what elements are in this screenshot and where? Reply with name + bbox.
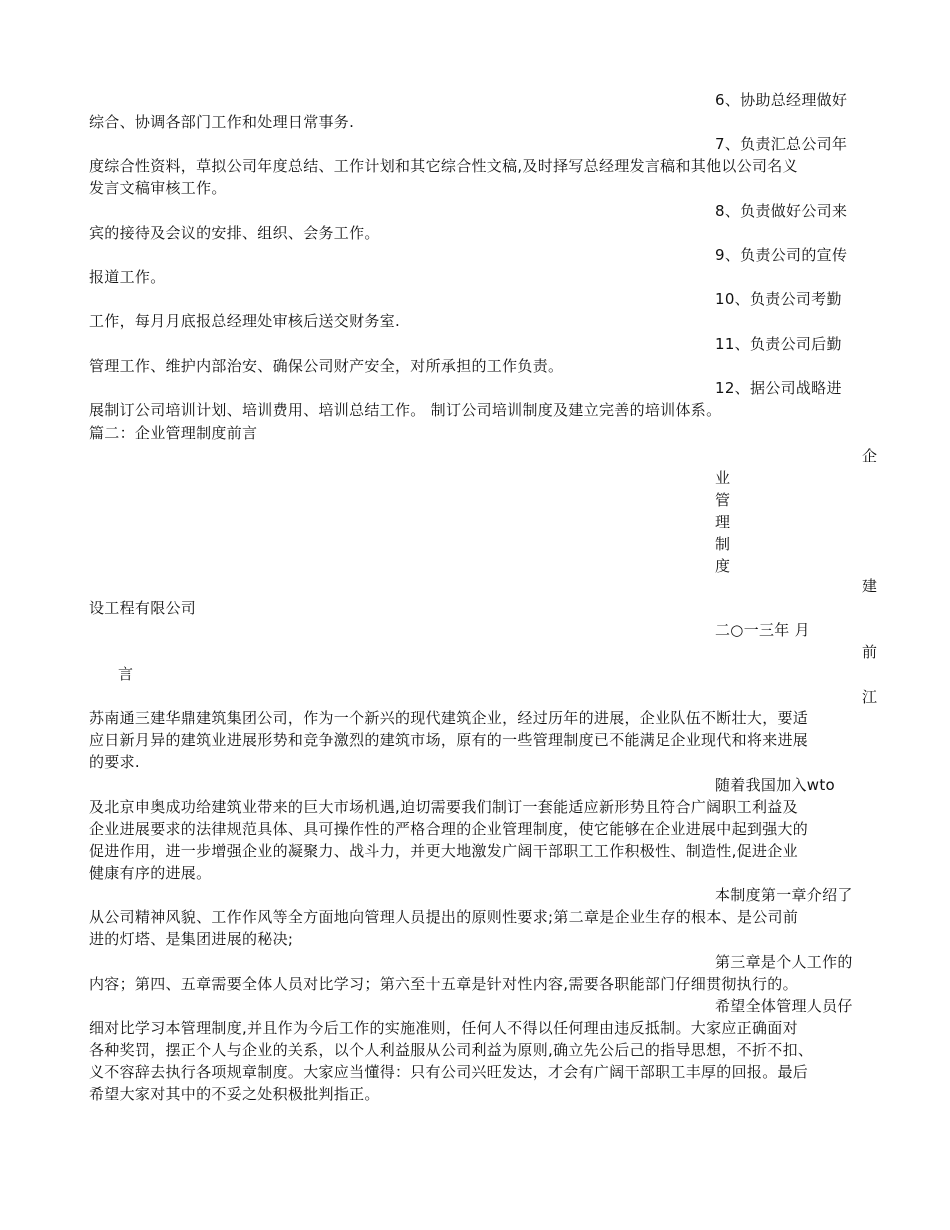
text-line: 11、负责公司后勤 bbox=[715, 335, 842, 353]
text-line: 及北京申奥成功给建筑业带来的巨大市场机遇,迫切需要我们制订一套能适应新形势且符合广阔职工利益及 bbox=[89, 798, 798, 816]
title-char: 企 bbox=[862, 447, 878, 465]
text-line: 发言文稿审核工作。 bbox=[89, 179, 227, 197]
text-line: 健康有序的进展。 bbox=[89, 864, 212, 882]
text-line: 企业进展要求的法律规范具体、具可操作性的严格合理的企业管理制度，使它能够在企业进展中起到强大的 bbox=[89, 820, 809, 838]
text-line: 义不容辞去执行各项规章制度。大家应当懂得：只有公司兴旺发达，才会有广阔干部职工丰厚的回报。最后 bbox=[89, 1063, 809, 1081]
title-char: 管 bbox=[715, 491, 731, 509]
text-line: 工作，每月月底报总经理处审核后送交财务室. bbox=[89, 312, 401, 330]
text-line: 苏南通三建华鼎建筑集团公司，作为一个新兴的现代建筑企业，经过历年的进展，企业队伍不断壮大，要适 bbox=[89, 709, 809, 727]
text-line: 第三章是个人工作的 bbox=[715, 953, 853, 971]
text-line: 的要求. bbox=[89, 753, 140, 771]
title-char: 制 bbox=[715, 535, 731, 553]
text-line: 促进作用，进一步增强企业的凝聚力、战斗力，并更大地激发广阔干部职工工作积极性、制造性,促进企业 bbox=[89, 842, 798, 860]
text-line: 综合、协调各部门工作和处理日常事务. bbox=[89, 113, 355, 131]
text-line: 随着我国加入wto bbox=[715, 776, 836, 794]
section-heading: 篇二：企业管理制度前言 bbox=[89, 424, 258, 442]
text-line: 希望全体管理人员仔 bbox=[715, 997, 853, 1015]
text-line: 应日新月异的建筑业进展形势和竞争激烈的建筑市场，原有的一些管理制度已不能满足企业现代和将来进展 bbox=[89, 731, 809, 749]
text-line: 宾的接待及会议的安排、组织、会务工作。 bbox=[89, 224, 380, 242]
heading-char: 言 bbox=[118, 665, 134, 683]
title-char: 理 bbox=[715, 513, 731, 531]
text-line: 各种奖罚，摆正个人与企业的关系，以个人利益服从公司利益为原则,确立先公后己的指导思想，不折不扣、 bbox=[89, 1041, 814, 1059]
heading-char: 前 bbox=[862, 643, 878, 661]
company-line: 设工程有限公司 bbox=[89, 599, 197, 617]
date-line: 二○一三年 月 bbox=[715, 621, 810, 639]
text-line: 8、负责做好公司来 bbox=[715, 202, 848, 220]
text-line: 12、据公司战略进 bbox=[715, 379, 842, 397]
text-line: 9、负责公司的宣传 bbox=[715, 246, 848, 264]
text-line: 度综合性资料，草拟公司年度总结、工作计划和其它综合性文稿,及时择写总经理发言稿和其他以公司名义 bbox=[89, 157, 798, 175]
text-line: 希望大家对其中的不妥之处积极批判指正。 bbox=[89, 1085, 380, 1103]
text-line: 本制度第一章介绍了 bbox=[715, 886, 853, 904]
text-line: 报道工作。 bbox=[89, 268, 166, 286]
text-line: 从公司精神风貌、工作作风等全方面地向管理人员提出的原则性要求;第二章是企业生存的根本、是公司前 bbox=[89, 908, 799, 926]
text-line: 7、负责汇总公司年 bbox=[715, 135, 848, 153]
title-char: 建 bbox=[862, 577, 878, 595]
text-char: 江 bbox=[862, 688, 878, 706]
text-line: 展制订公司培训计划、培训费用、培训总结工作。 制订公司培训制度及建立完善的培训体系。 bbox=[89, 401, 722, 419]
title-char: 度 bbox=[715, 557, 731, 575]
text-line: 10、负责公司考勤 bbox=[715, 290, 842, 308]
title-char: 业 bbox=[715, 469, 731, 487]
text-line: 管理工作、维护内部治安、确保公司财产安全，对所承担的工作负责。 bbox=[89, 357, 564, 375]
text-line: 进的灯塔、是集团进展的秘决; bbox=[89, 930, 294, 948]
text-line: 6、协助总经理做好 bbox=[715, 91, 848, 109]
text-line: 内容；第四、五章需要全体人员对比学习；第六至十五章是针对性内容,需要各职能部门仔细贯彻执行的。 bbox=[89, 975, 798, 993]
text-line: 细对比学习本管理制度,并且作为今后工作的实施准则，任何人不得以任何理由违反抵制。大家应正确面对 bbox=[89, 1019, 798, 1037]
